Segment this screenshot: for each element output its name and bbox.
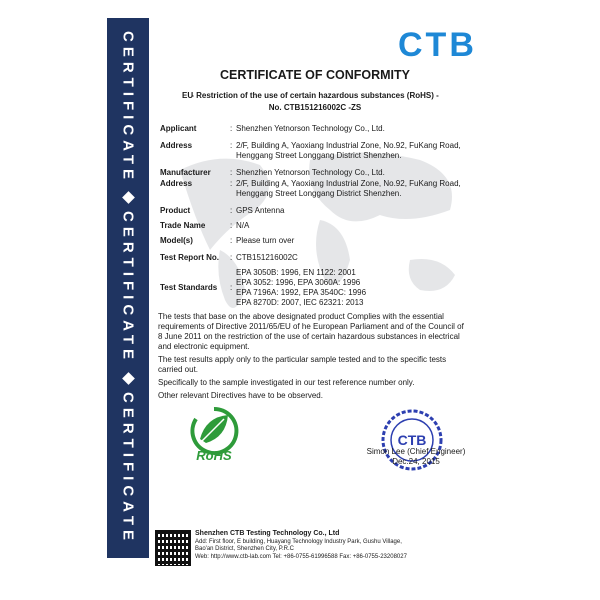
certificate-fields [160,124,480,308]
paragraph: The tests that base on the above designated product Complies with the essential requirements of Directive 2011/65/EU of he European Parliament and of the Council of 8 June 2011 on the restriction of the use of certain hazardous substances in electrical and electronic equipment. [158,312,464,351]
rohs-label: RoHS [196,448,232,463]
field-value: Shenzhen Yetnorson Technology Co., Ltd. [236,168,385,177]
field-value: EPA 3050B: 1996, EN 1122: 2001 EPA 3052: 1996, EPA 3060A: 1996 EPA 7196A: 1992, EPA 3540C: 1996 EPA 8270D: 2007, IEC 62321: 2013 [236,268,367,307]
field-value: GPS Antenna [236,206,285,215]
field-label: Address [160,141,193,150]
signature-block [366,447,466,467]
field-label: Applicant [160,124,197,133]
field-address: Address : 2/F, Building A, Yaoxiang Industrial Zone, No.92, FuKang Road, Henggang Street Longgang District Shenzhen. [160,141,480,161]
subtitle-block [160,90,470,114]
footer-address-2: Bao'an District, Shenzhen City, P.R.C [195,546,294,552]
field-value: 2/F, Building A, Yaoxiang Industrial Zone, No.92, FuKang Road, Henggang Street Longgang District Shenzhen. [236,141,461,160]
field-value: 2/F, Building A, Yaoxiang Industrial Zone, No.92, FuKang Road, Henggang Street Longgang District Shenzhen. [236,179,461,198]
subtitle: - Restriction of the use of certain hazardous substances (RoHS) - [191,91,439,100]
rohs-logo [184,405,244,465]
sidebar-word-bottom: CERTIFICATE [119,392,137,546]
field-label: Manufacturer [160,168,211,177]
footer-address-1: Add: First floor, E building, Huayang Technology Industry Park, Gushu Village, [195,538,402,545]
field-label: Product [160,206,191,215]
field-label: Trade Name [160,221,206,230]
certificate-sidebar [107,18,149,558]
qr-code [155,530,191,566]
field-manufacturer-address: Address : 2/F, Building A, Yaoxiang Industrial Zone, No.92, FuKang Road, Henggang Street Longgang District Shenzhen. [160,179,480,199]
field-manufacturer: Manufacturer : Shenzhen Yetnorson Technology Co., Ltd. [160,168,480,178]
region-label: EU [182,91,194,100]
sidebar-word-top: CERTIFICATE [119,30,137,184]
field-test-standards: Test Standards : EPA 3050B: 1996, EN 1122: 2001 EPA 3052: 1996, EPA 3060A: 1996 EPA 7196A: 1992, EPA 3540C: 1996 EPA 8270D: 2007, IEC 62321: 2013 [160,268,480,308]
paragraph: Other relevant Directives have to be observed. [158,391,323,400]
footer-contact: Web: http://www.ctb-lab.com Tel: +86-0755-61996588 Fax: +86-0755-23208027 [195,553,407,560]
ctb-logo: CTB [398,26,477,64]
field-label: Address [160,179,193,188]
footer-company: Shenzhen CTB Testing Technology Co., Ltd [195,530,340,537]
sidebar-word-middle: CERTIFICATE [119,211,137,365]
field-label: Model(s) [160,236,193,245]
field-applicant: Applicant : Shenzhen Yetnorson Technology Co., Ltd. [160,124,480,134]
field-product: Product : GPS Antenna [160,206,480,216]
field-models: Model(s) : Please turn over [160,236,480,246]
field-test-report-no: Test Report No. : CTB151216002C [160,253,480,263]
field-value: Shenzhen Yetnorson Technology Co., Ltd. [236,124,385,133]
conformity-statement [158,312,470,404]
paragraph: Specifically to the sample investigated in our test reference number only. [158,378,415,387]
certificate-number: No. CTB151216002C -ZS [268,103,362,112]
signature-name: Simon Lee (Chief Engineer) [366,447,466,456]
field-trade-name: Trade Name : N/A [160,221,480,231]
page-title: CERTIFICATE OF CONFORMITY [219,68,411,82]
field-label: Test Report No. [160,253,219,262]
field-value: N/A [236,221,250,230]
paragraph: The test results apply only to the particular sample tested and to the specific tests carried out. [158,355,447,374]
signature-date: Dec.24, 2015 [392,457,440,466]
diamond-icon [122,372,135,385]
stamp-label: CTB [397,432,427,448]
field-value: Please turn over [236,236,295,245]
field-value: CTB151216002C [236,253,298,262]
diamond-icon [122,191,135,204]
field-label: Test Standards [160,283,218,292]
